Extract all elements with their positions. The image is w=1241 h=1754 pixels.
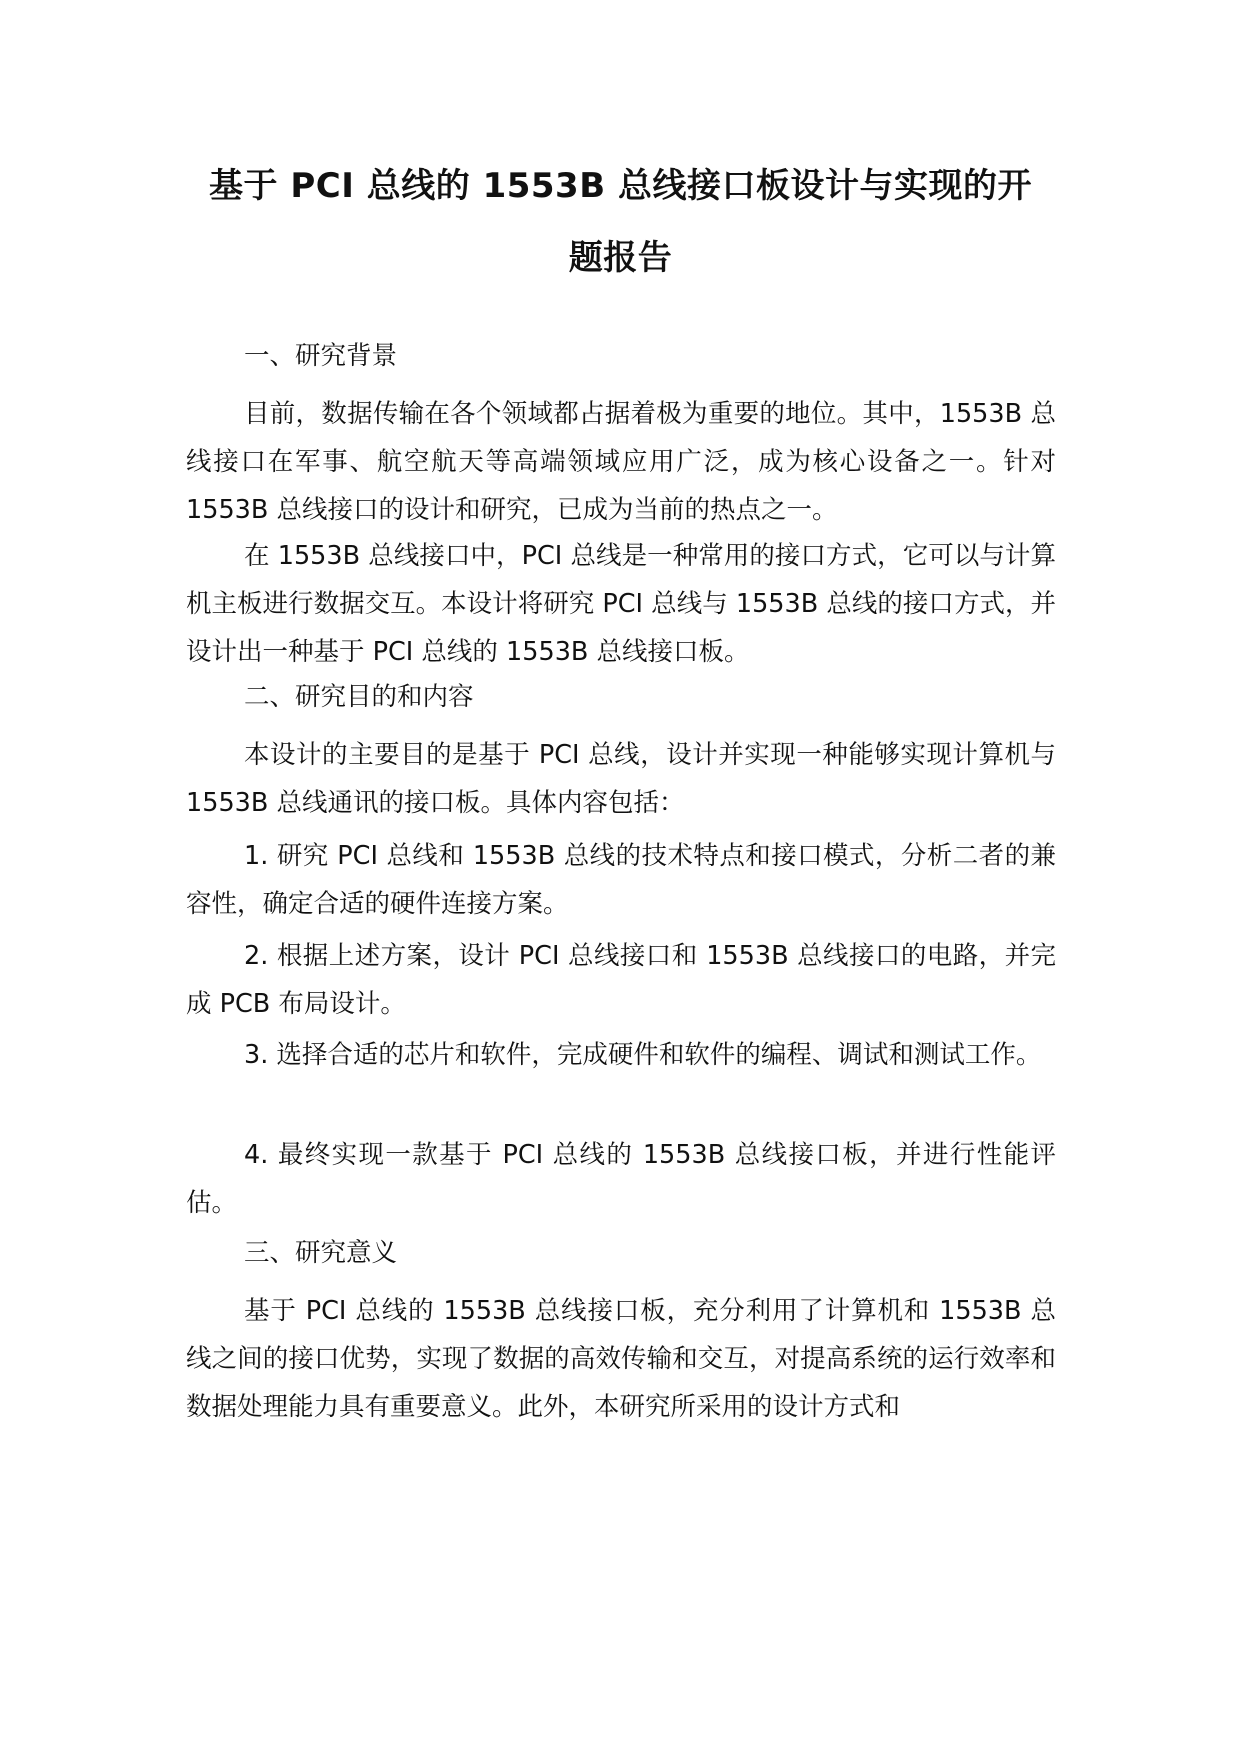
section-heading-significance: 三、研究意义	[244, 1238, 398, 1268]
document-title-line-1: 基于 PCI 总线的 1553B 总线接口板设计与实现的开	[209, 166, 1032, 206]
section-heading-purpose: 二、研究目的和内容	[244, 682, 474, 712]
document-title-line-2: 题报告	[568, 238, 673, 278]
list-item-2: 2. 根据上述方案，设计 PCI 总线接口和 1553B 总线接口的电路，并完成 PCB 布局设计。	[186, 941, 1056, 1019]
list-item-4: 4. 最终实现一款基于 PCI 总线的 1553B 总线接口板，并进行性能评估。	[186, 1140, 1056, 1218]
section-heading-background: 一、研究背景	[244, 341, 398, 371]
list-item-3: 3. 选择合适的芯片和软件，完成硬件和软件的编程、调试和测试工作。	[244, 1040, 1042, 1070]
paragraph-significance-1: 基于 PCI 总线的 1553B 总线接口板，充分利用了计算机和 1553B 总线之间的接口优势，实现了数据的高效传输和交互，对提高系统的运行效率和数据处理能力具有重要意义。此外，本研究所采用的设计方式和	[186, 1296, 1056, 1422]
paragraph-background-1: 目前，数据传输在各个领域都占据着极为重要的地位。其中，1553B 总线接口在军事、航空航天等高端领域应用广泛，成为核心设备之一。针对 1553B 总线接口的设计和研究，已成为当前的热点之一。	[186, 399, 1056, 525]
paragraph-background-2: 在 1553B 总线接口中，PCI 总线是一种常用的接口方式，它可以与计算机主板进行数据交互。本设计将研究 PCI 总线与 1553B 总线的接口方式，并设计出一种基于 PCI 总线的 1553B 总线接口板。	[186, 541, 1056, 667]
list-item-1: 1. 研究 PCI 总线和 1553B 总线的技术特点和接口模式，分析二者的兼容性，确定合适的硬件连接方案。	[186, 841, 1056, 919]
paragraph-purpose-1: 本设计的主要目的是基于 PCI 总线，设计并实现一种能够实现计算机与 1553B 总线通讯的接口板。具体内容包括：	[186, 740, 1056, 818]
